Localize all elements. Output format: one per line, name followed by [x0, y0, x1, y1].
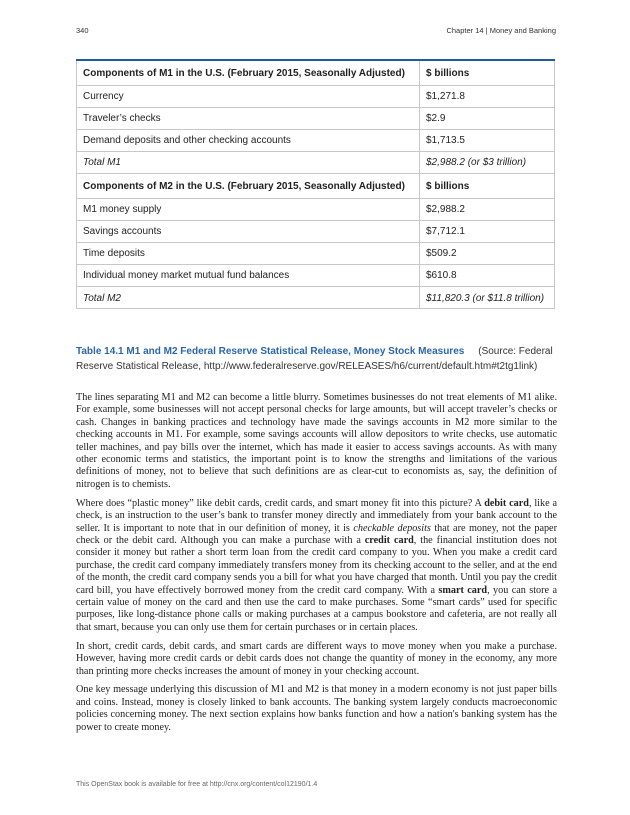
- table-row: [77, 130, 555, 152]
- emphasis-checkable-deposits: checkable deposits: [353, 522, 431, 534]
- m1-header-unit: $ billions: [420, 60, 555, 86]
- paragraph: [76, 498, 557, 634]
- row-value: $2,988.2: [420, 199, 555, 221]
- page-number: 340: [76, 26, 89, 35]
- paragraph: The lines separating M1 and M2 can become a little blurry. Sometimes businesses do not treat elements of M1 alike. For example, some businesses will not accept personal checks for large amounts, but will accept traveler’s checks or cash. Changes in banking practices and technology have made the savings accounts in M2 more similar to the checking accounts in M1. For example, some savings accounts will allow depositors to write checks, use automatic teller machines, and pay bills over the internet, which has made it easier to access savings accounts. As with many other economic terms and statistics, the important point is to know the strengths and limitations of the various definitions of money, not to believe that such definitions are as clear-cut to economists as, say, the definition of nitrogen is to chemists.: [76, 392, 557, 490]
- text-run: , like a check, is an instruction to the user’s bank to transfer money directly and immediately from your bank account to the seller. It is important to note that in our definition of money, it is: [76, 497, 557, 534]
- text-run: Where does “plastic money” like debit cards, credit cards, and smart money fit into this picture? A: [76, 497, 485, 509]
- chapter-title: Chapter 14 | Money and Banking: [446, 26, 556, 35]
- table-caption: [76, 345, 556, 374]
- total-m2-label: Total M2: [77, 287, 420, 309]
- row-value: $1,271.8: [420, 86, 555, 108]
- table-header-row: [77, 174, 555, 199]
- text-run: , the financial institution does not consider it money but rather a short term loan from the credit card company to you. When you make a credit card purchase, the credit card company immediately transfers money from its checking account to the seller, and at the end of the month, the credit card company sends you a bill for what you have charged that month. Until you pay the credit card bill, you have effectively borrowed money from the credit card company. With a: [76, 534, 557, 596]
- row-value: $509.2: [420, 243, 555, 265]
- table-row: [77, 108, 555, 130]
- caption-title: Table 14.1 M1 and M2 Federal Reserve Statistical Release, Money Stock Measures: [76, 346, 465, 357]
- row-value: $610.8: [420, 265, 555, 287]
- table-row: [77, 86, 555, 108]
- row-label: Currency: [77, 86, 420, 108]
- row-label: Time deposits: [77, 243, 420, 265]
- text-run: , you can store a certain value of money on the card and then use the card to make purchases. Some “smart cards” used for specific purposes, like long-distance phone calls or making purchases at a campus bookstore and cafeteria, are not really all that smart, because you can only use them for certain purchases or in certain places.: [76, 584, 557, 633]
- table-row: [77, 221, 555, 243]
- row-label: Traveler’s checks: [77, 108, 420, 130]
- table-header-row: [77, 60, 555, 86]
- money-supply-table: [76, 59, 555, 309]
- row-label: Savings accounts: [77, 221, 420, 243]
- page-footer: This OpenStax book is available for free at http://cnx.org/content/col12190/1.4: [76, 781, 318, 788]
- paragraph: One key message underlying this discussion of M1 and M2 is that money in a modern economy is not just paper bills and coins. Instead, money is closely linked to bank accounts. The banking system largely conducts macroeconomic policies concerning money. The next section explains how banks function and how a nation's banking system has the power to create money.: [76, 684, 557, 733]
- row-value: $2.9: [420, 108, 555, 130]
- key-term-debit-card: debit card: [484, 497, 529, 509]
- total-row: [77, 152, 555, 174]
- body-text: [76, 392, 557, 741]
- text-run: that are money, not the paper check or the debit card. Although you can make a purchase with a: [76, 522, 557, 546]
- total-m2-value: $11,820.3 (or $11.8 trillion): [420, 287, 555, 309]
- row-label: M1 money supply: [77, 199, 420, 221]
- m1-header-label: Components of M1 in the U.S. (February 2015, Seasonally Adjusted): [77, 60, 420, 86]
- row-value: $7,712.1: [420, 221, 555, 243]
- table-row: [77, 265, 555, 287]
- m2-header-label: Components of M2 in the U.S. (February 2015, Seasonally Adjusted): [77, 174, 420, 199]
- paragraph: In short, credit cards, debit cards, and smart cards are different ways to move money when you make a purchase. However, having more credit cards or debit cards does not change the quantity of money in the economy, any more than printing more checks increases the amount of money in your checking account.: [76, 640, 557, 677]
- caption-source: (Source: Federal Reserve Statistical Release, http://www.federalreserve.gov/RELEASES/h6/current/default.htm#t2tg1link): [76, 346, 553, 372]
- total-m1-label: Total M1: [77, 152, 420, 174]
- row-label: Demand deposits and other checking accounts: [77, 130, 420, 152]
- row-label: Individual money market mutual fund balances: [77, 265, 420, 287]
- total-row: [77, 287, 555, 309]
- row-value: $1,713.5: [420, 130, 555, 152]
- table-row: [77, 199, 555, 221]
- key-term-credit-card: credit card: [364, 534, 414, 546]
- total-m1-value: $2,988.2 (or $3 trillion): [420, 152, 555, 174]
- m2-header-unit: $ billions: [420, 174, 555, 199]
- key-term-smart-card: smart card: [438, 584, 488, 596]
- table-row: [77, 243, 555, 265]
